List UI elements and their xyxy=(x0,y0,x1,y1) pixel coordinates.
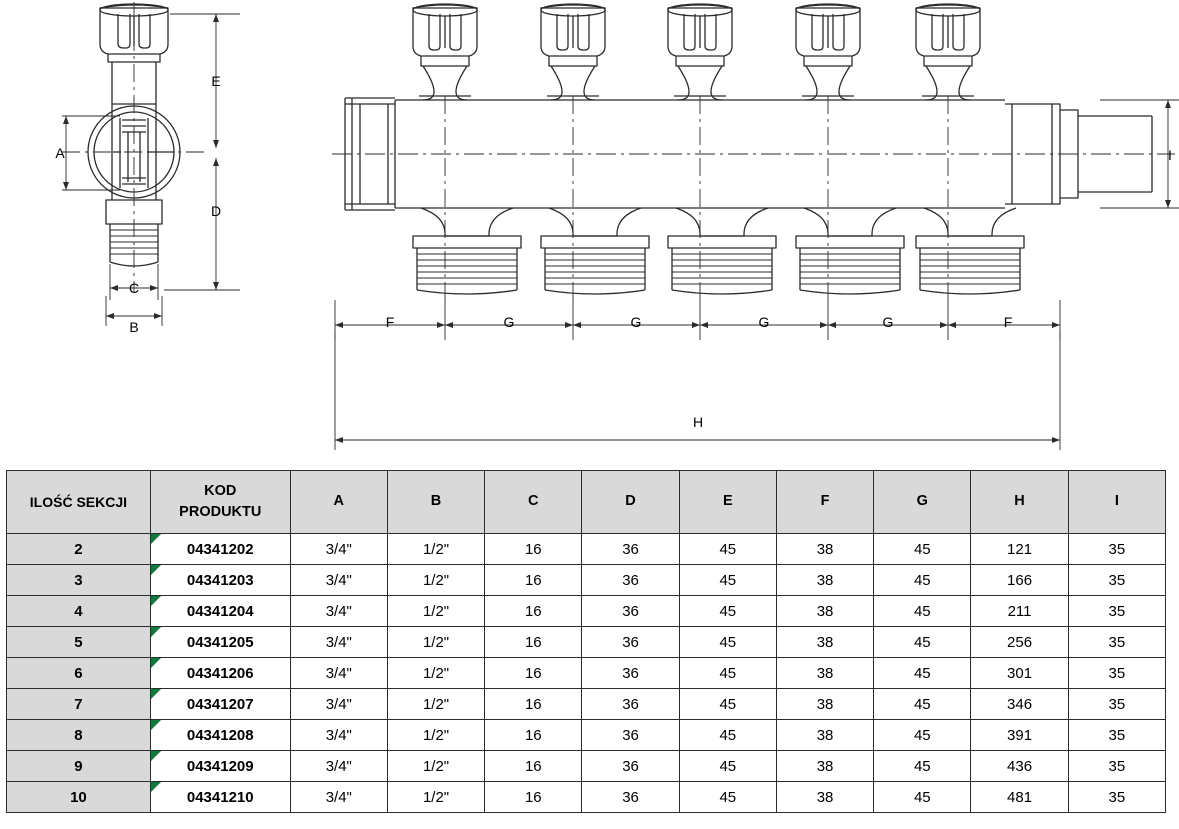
cell-G: 45 xyxy=(874,751,971,782)
cell-F: 38 xyxy=(776,689,873,720)
column-header-code-line2: PRODUKTU xyxy=(179,504,262,520)
cell-B: 1/2" xyxy=(387,751,484,782)
cell-E: 45 xyxy=(679,534,776,565)
cell-E: 45 xyxy=(679,720,776,751)
cell-sections: 3 xyxy=(7,565,151,596)
cell-B: 1/2" xyxy=(387,689,484,720)
cell-I: 35 xyxy=(1068,534,1165,565)
corner-marker-icon xyxy=(151,689,161,699)
cell-G: 45 xyxy=(874,596,971,627)
column-header-E: E xyxy=(679,471,776,534)
cell-A: 3/4" xyxy=(290,627,387,658)
dim-label-A: A xyxy=(55,145,65,161)
cell-H: 256 xyxy=(971,627,1068,658)
column-header-I: I xyxy=(1068,471,1165,534)
corner-marker-icon xyxy=(151,627,161,637)
cell-B: 1/2" xyxy=(387,782,484,813)
dim-label-G-2: G xyxy=(630,314,642,330)
cell-E: 45 xyxy=(679,658,776,689)
cell-F: 38 xyxy=(776,751,873,782)
column-header-C: C xyxy=(485,471,582,534)
column-header-B: B xyxy=(387,471,484,534)
cell-D: 36 xyxy=(582,627,679,658)
cell-code xyxy=(150,534,290,565)
cell-A: 3/4" xyxy=(290,596,387,627)
cell-A: 3/4" xyxy=(290,565,387,596)
upper-outlets xyxy=(413,4,980,100)
cell-D: 36 xyxy=(582,534,679,565)
corner-marker-icon xyxy=(151,720,161,730)
cell-F: 38 xyxy=(776,782,873,813)
cell-A: 3/4" xyxy=(290,720,387,751)
front-view xyxy=(332,4,1175,300)
cell-F: 38 xyxy=(776,596,873,627)
cell-sections: 6 xyxy=(7,658,151,689)
cell-code-text: 04341204 xyxy=(186,602,254,620)
cell-C: 16 xyxy=(485,627,582,658)
cell-G: 45 xyxy=(874,565,971,596)
cell-sections: 8 xyxy=(7,720,151,751)
cell-code xyxy=(150,565,290,596)
cell-F: 38 xyxy=(776,565,873,596)
column-header-sections: ILOŚĆ SEKCJI xyxy=(7,471,151,534)
column-header-G: G xyxy=(874,471,971,534)
cell-I: 35 xyxy=(1068,751,1165,782)
cell-sections: 4 xyxy=(7,596,151,627)
table-row xyxy=(7,689,1166,720)
cell-A: 3/4" xyxy=(290,658,387,689)
cell-G: 45 xyxy=(874,658,971,689)
cell-code xyxy=(150,689,290,720)
table-header xyxy=(7,471,1166,534)
cell-G: 45 xyxy=(874,689,971,720)
cell-I: 35 xyxy=(1068,658,1165,689)
cell-H: 346 xyxy=(971,689,1068,720)
cell-G: 45 xyxy=(874,720,971,751)
cell-H: 436 xyxy=(971,751,1068,782)
table-row xyxy=(7,782,1166,813)
cell-D: 36 xyxy=(582,689,679,720)
dim-label-G-4: G xyxy=(882,314,894,330)
cell-A: 3/4" xyxy=(290,751,387,782)
table-row xyxy=(7,596,1166,627)
corner-marker-icon xyxy=(151,596,161,606)
side-view-dimensions xyxy=(62,14,240,326)
cell-code-text: 04341209 xyxy=(186,757,254,775)
cell-B: 1/2" xyxy=(387,720,484,751)
cell-E: 45 xyxy=(679,782,776,813)
cell-I: 35 xyxy=(1068,689,1165,720)
cell-code-text: 04341208 xyxy=(186,726,254,744)
dim-label-D: D xyxy=(210,203,222,219)
lower-outlets xyxy=(413,208,1024,294)
cell-code-text: 04341203 xyxy=(186,571,254,589)
column-header-D: D xyxy=(582,471,679,534)
cell-code xyxy=(150,782,290,813)
cell-C: 16 xyxy=(485,658,582,689)
cell-E: 45 xyxy=(679,751,776,782)
cell-E: 45 xyxy=(679,627,776,658)
dim-label-I: I xyxy=(1168,147,1172,163)
table-row xyxy=(7,720,1166,751)
cell-code-text: 04341210 xyxy=(186,788,254,806)
dim-label-G-1: G xyxy=(503,314,515,330)
cell-C: 16 xyxy=(485,720,582,751)
cell-G: 45 xyxy=(874,534,971,565)
cell-B: 1/2" xyxy=(387,534,484,565)
cell-H: 481 xyxy=(971,782,1068,813)
cell-H: 391 xyxy=(971,720,1068,751)
cell-B: 1/2" xyxy=(387,565,484,596)
cell-code xyxy=(150,627,290,658)
cell-A: 3/4" xyxy=(290,782,387,813)
cell-B: 1/2" xyxy=(387,658,484,689)
spec-table-container xyxy=(6,470,1166,813)
cell-C: 16 xyxy=(485,565,582,596)
dim-label-F-left: F xyxy=(385,314,395,330)
cell-I: 35 xyxy=(1068,782,1165,813)
cell-D: 36 xyxy=(582,782,679,813)
cell-H: 301 xyxy=(971,658,1068,689)
cell-I: 35 xyxy=(1068,565,1165,596)
cell-I: 35 xyxy=(1068,627,1165,658)
cell-E: 45 xyxy=(679,565,776,596)
table-row xyxy=(7,751,1166,782)
cell-H: 166 xyxy=(971,565,1068,596)
cell-C: 16 xyxy=(485,751,582,782)
cell-sections: 7 xyxy=(7,689,151,720)
cell-sections: 10 xyxy=(7,782,151,813)
cell-code xyxy=(150,658,290,689)
dim-label-H: H xyxy=(692,414,704,430)
cell-D: 36 xyxy=(582,720,679,751)
cell-G: 45 xyxy=(874,782,971,813)
cell-sections: 9 xyxy=(7,751,151,782)
table-row xyxy=(7,565,1166,596)
table-body xyxy=(7,534,1166,813)
cell-F: 38 xyxy=(776,720,873,751)
table-row xyxy=(7,658,1166,689)
column-header-code-line1: KOD xyxy=(204,482,237,499)
dim-label-C: C xyxy=(128,280,140,296)
column-header-code xyxy=(150,471,290,534)
cell-code xyxy=(150,596,290,627)
cell-sections: 2 xyxy=(7,534,151,565)
column-header-F: F xyxy=(776,471,873,534)
cell-E: 45 xyxy=(679,596,776,627)
cell-B: 1/2" xyxy=(387,627,484,658)
cell-code xyxy=(150,751,290,782)
dim-label-E: E xyxy=(211,73,221,89)
cell-F: 38 xyxy=(776,534,873,565)
dim-label-F-right: F xyxy=(1003,314,1013,330)
cell-D: 36 xyxy=(582,751,679,782)
cell-D: 36 xyxy=(582,596,679,627)
cell-F: 38 xyxy=(776,658,873,689)
cell-code-text: 04341202 xyxy=(186,540,254,558)
cell-code-text: 04341205 xyxy=(186,633,254,651)
cell-C: 16 xyxy=(485,534,582,565)
column-header-A: A xyxy=(290,471,387,534)
cell-H: 211 xyxy=(971,596,1068,627)
corner-marker-icon xyxy=(151,565,161,575)
cell-E: 45 xyxy=(679,689,776,720)
cell-C: 16 xyxy=(485,596,582,627)
column-header-H: H xyxy=(971,471,1068,534)
side-view xyxy=(62,2,206,292)
cell-A: 3/4" xyxy=(290,534,387,565)
table-row xyxy=(7,534,1166,565)
cell-F: 38 xyxy=(776,627,873,658)
cell-D: 36 xyxy=(582,658,679,689)
corner-marker-icon xyxy=(151,658,161,668)
cell-code-text: 04341206 xyxy=(186,664,254,682)
cell-C: 16 xyxy=(485,689,582,720)
cell-I: 35 xyxy=(1068,596,1165,627)
dim-label-B: B xyxy=(129,319,139,335)
cell-code xyxy=(150,720,290,751)
table-row xyxy=(7,627,1166,658)
cell-D: 36 xyxy=(582,565,679,596)
corner-marker-icon xyxy=(151,782,161,792)
cell-code-text: 04341207 xyxy=(186,695,254,713)
cell-B: 1/2" xyxy=(387,596,484,627)
cell-A: 3/4" xyxy=(290,689,387,720)
cell-G: 45 xyxy=(874,627,971,658)
dim-label-G-3: G xyxy=(758,314,770,330)
cell-C: 16 xyxy=(485,782,582,813)
cell-I: 35 xyxy=(1068,720,1165,751)
cell-H: 121 xyxy=(971,534,1068,565)
corner-marker-icon xyxy=(151,534,161,544)
corner-marker-icon xyxy=(151,751,161,761)
cell-sections: 5 xyxy=(7,627,151,658)
spec-table xyxy=(6,470,1166,813)
